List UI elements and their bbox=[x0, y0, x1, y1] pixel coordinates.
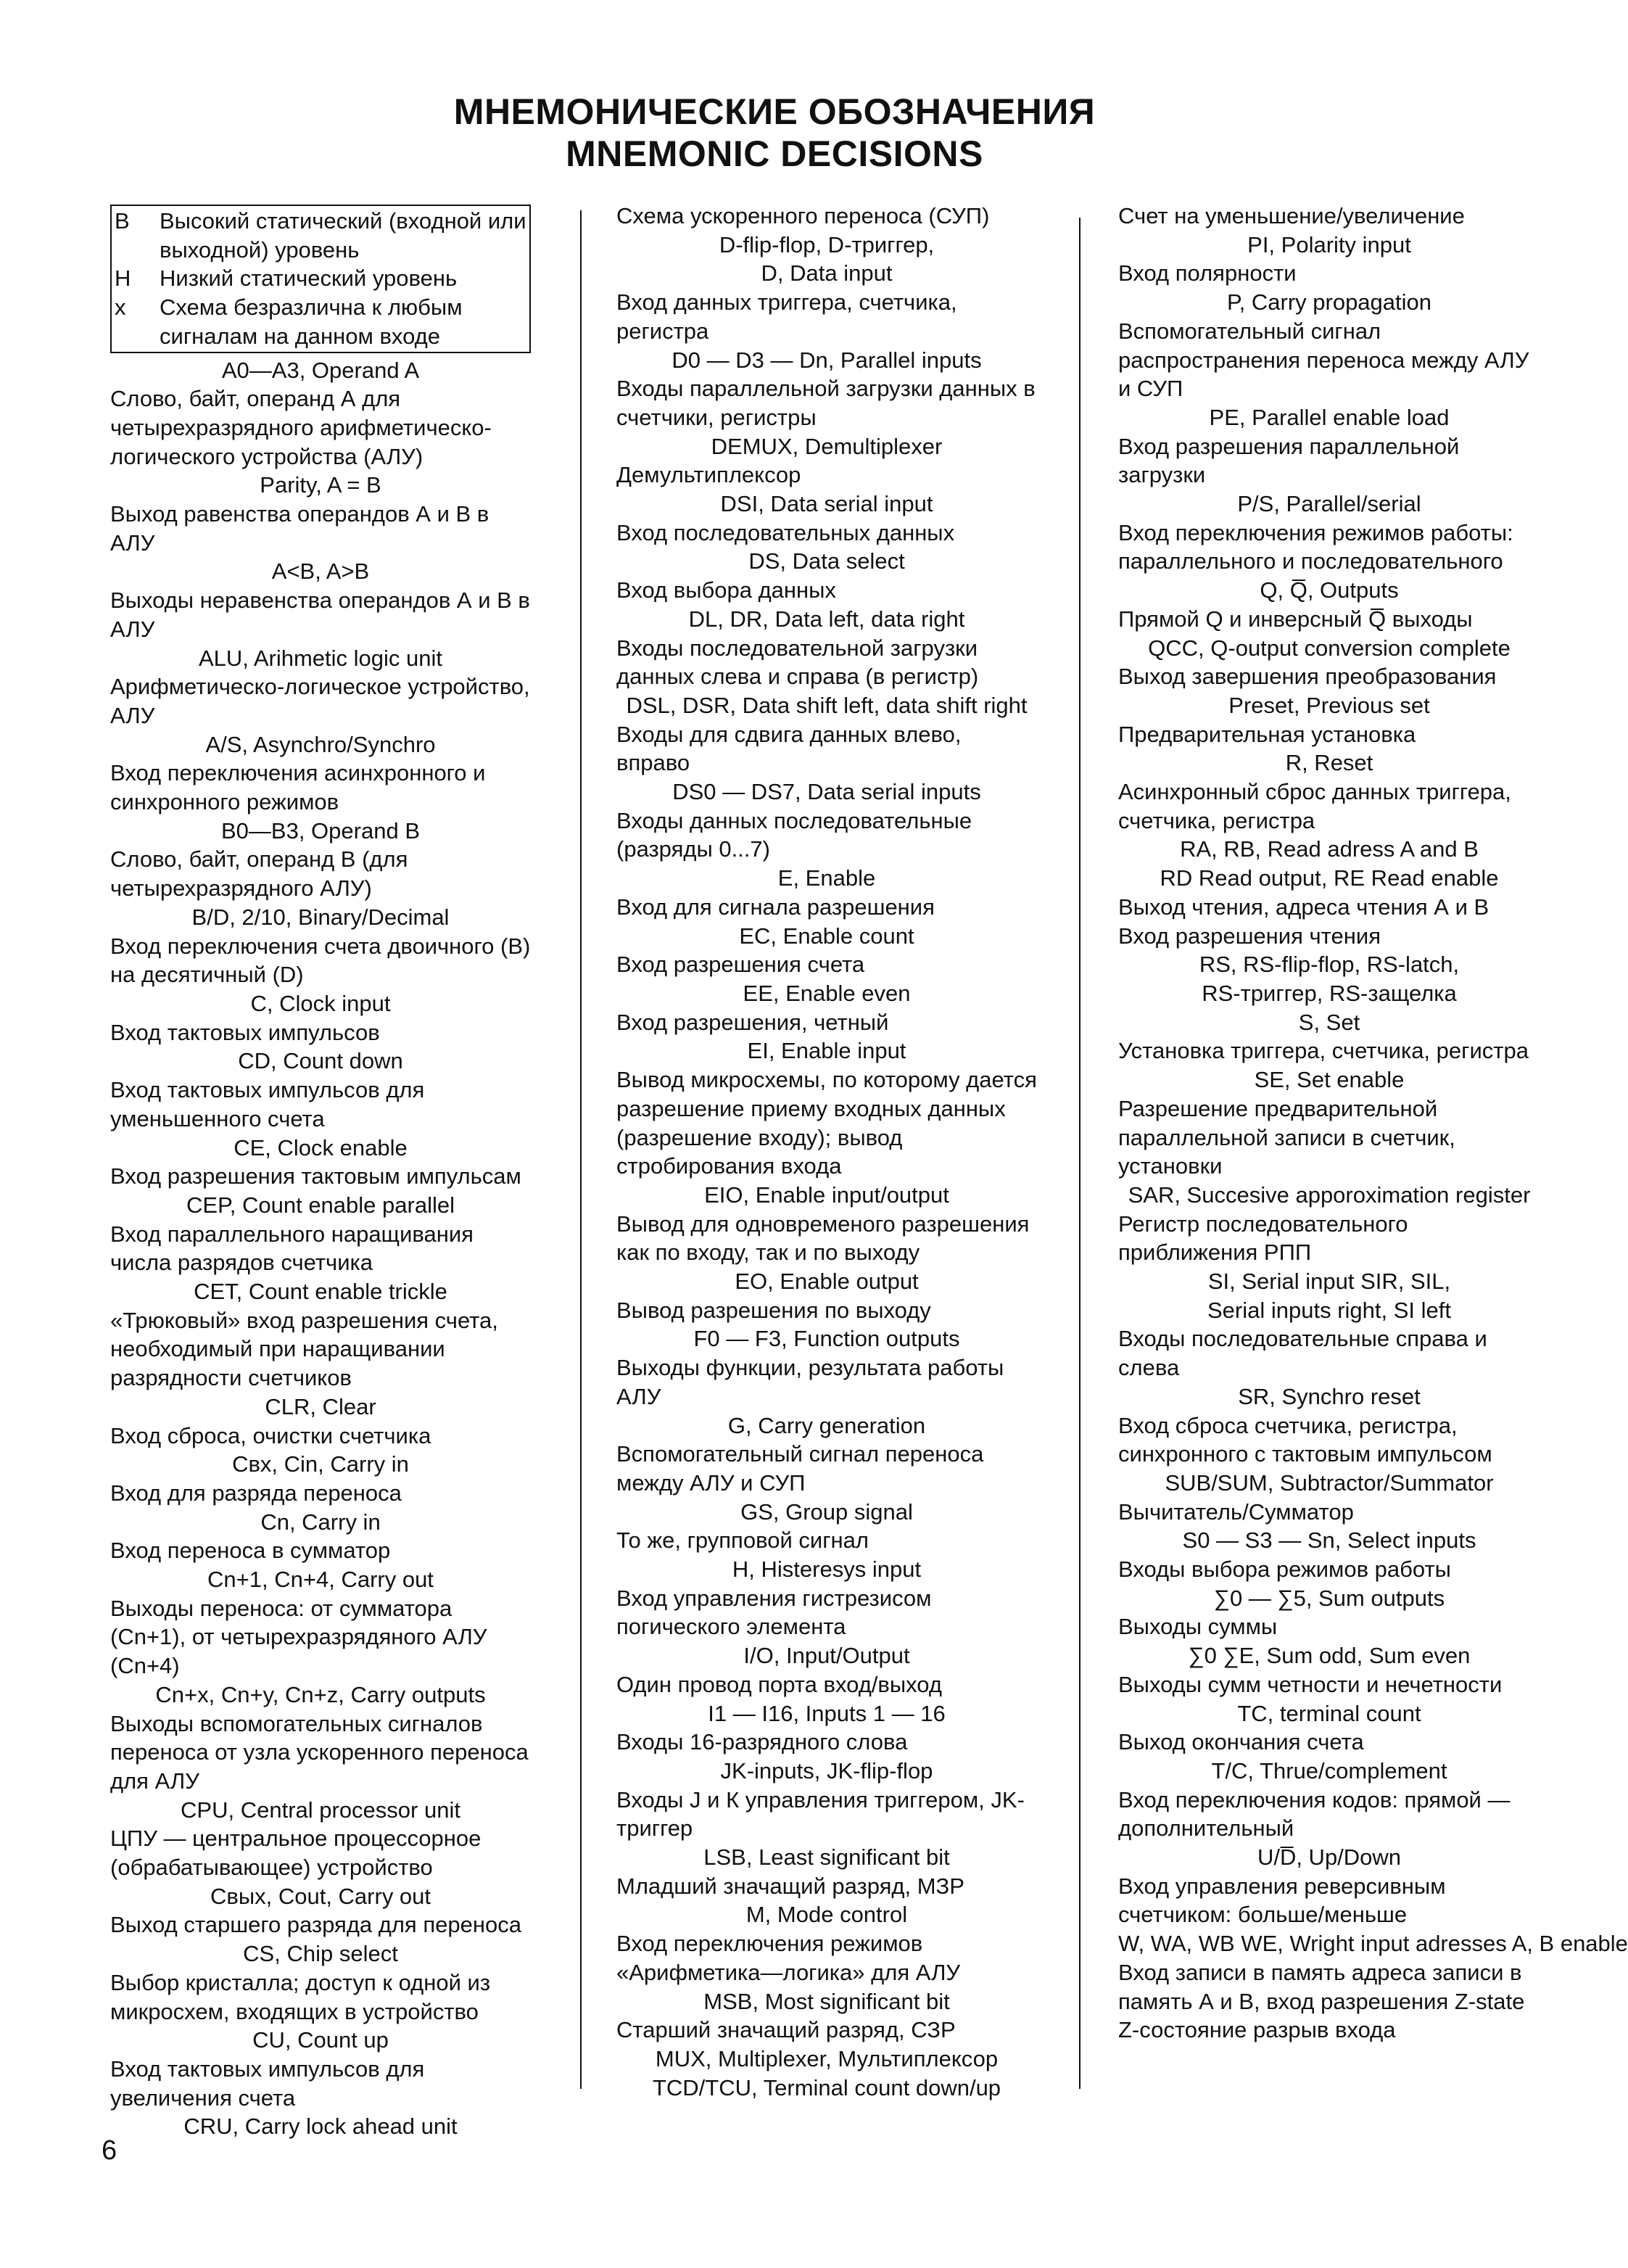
term-description: Вывод для одновременого разрешения как по входу, так и по выходу bbox=[616, 1211, 1030, 1266]
term-heading: EO, Enable output bbox=[735, 1269, 919, 1295]
term-description: Входы 16-разрядного слова bbox=[616, 1729, 908, 1755]
term-description: Вход разрешения счета bbox=[616, 952, 865, 978]
page-title-en: MNEMONIC DECISIONS bbox=[566, 133, 983, 174]
legend-row bbox=[112, 293, 529, 350]
term-heading: CD, Count down bbox=[238, 1048, 403, 1074]
term-heading: Cn, Carry in bbox=[260, 1509, 381, 1535]
term-heading: SUB/SUM, Subtractor/Summator bbox=[1165, 1469, 1494, 1496]
term-description: Вход выбора данных bbox=[616, 577, 836, 603]
term-heading: F0 — F3, Function outputs bbox=[693, 1326, 960, 1352]
term-description: Прямой Q и инверсный Q̅ выходы bbox=[1118, 606, 1473, 632]
term-heading: SI, Serial input SIR, SIL, bbox=[1207, 1269, 1451, 1295]
term-description: Вход сброса, очистки счетчика bbox=[110, 1422, 431, 1448]
term-description: Вход разрешения тактовым импульсам bbox=[110, 1163, 521, 1189]
term-heading: SE, Set enable bbox=[1254, 1067, 1405, 1093]
term-description: Выход завершения преобразования bbox=[1118, 664, 1497, 690]
term-description: Слово, байт, операнд А для четырехразрядного арифметическо-логического устройства (АЛУ) bbox=[110, 386, 492, 469]
term-description: Вспомогательный сигнал переноса между АЛУ и СУП bbox=[616, 1441, 984, 1496]
term-description: Выходы вспомогательных сигналов переноса от узла ускоренного переноса для АЛУ bbox=[110, 1710, 529, 1794]
term-heading: Parity, A = B bbox=[260, 472, 381, 498]
column-divider-2 bbox=[1079, 218, 1080, 2089]
term-heading: Q, Q̅, Outputs bbox=[1260, 577, 1399, 603]
term-heading: TCD/TCU, Terminal count down/up bbox=[652, 2074, 1001, 2100]
term-heading: Cn+x, Cn+y, Cn+z, Carry outputs bbox=[155, 1681, 486, 1707]
term-description: Вход сброса счетчика, регистра, синхронного с тактовым импульсом bbox=[1118, 1412, 1492, 1467]
term-description: Младший значащий разряд, МЗР bbox=[616, 1873, 964, 1899]
term-description: Входы для сдвига данных влево, вправо bbox=[616, 721, 962, 776]
term-heading: RD Read output, RE Read enable bbox=[1160, 865, 1499, 891]
term-description: Входы J и К управления триггером, JK-триггер bbox=[616, 1786, 1025, 1842]
term-heading: E, Enable bbox=[777, 865, 876, 891]
term-description: Счет на уменьшение/увеличение bbox=[1118, 203, 1465, 228]
term-description: Вход тактовых импульсов bbox=[110, 1019, 380, 1045]
term-heading: RS-триггер, RS-защелка bbox=[1202, 980, 1457, 1006]
term-heading: CEP, Count enable parallel bbox=[186, 1192, 455, 1218]
term-heading: Cвх, Cin, Carry in bbox=[232, 1451, 409, 1477]
term-heading: JK-inputs, JK-flip-flop bbox=[720, 1757, 933, 1784]
term-heading: ∑0 ∑E, Sum odd, Sum even bbox=[1188, 1643, 1471, 1669]
column-2 bbox=[616, 202, 1037, 2102]
term-heading: RA, RB, Read adress A and B bbox=[1180, 836, 1479, 862]
term-description: Вывод микросхемы, по которому дается разрешение приему входных данных (разрешение входу); вывод стробирования входа bbox=[616, 1067, 1037, 1179]
legend-key: В bbox=[115, 208, 130, 234]
term-heading: EIO, Enable input/output bbox=[704, 1182, 949, 1208]
term-heading: H, Histeresys input bbox=[732, 1556, 922, 1583]
column-divider-1 bbox=[580, 210, 582, 2089]
term-heading: GS, Group signal bbox=[740, 1498, 913, 1525]
term-heading: Serial inputs right, SI left bbox=[1207, 1297, 1451, 1323]
term-heading: D, Data input bbox=[761, 260, 893, 286]
term-heading: SR, Synchro reset bbox=[1238, 1383, 1421, 1409]
term-heading: T/C, Thrue/complement bbox=[1211, 1757, 1447, 1784]
term-heading: CU, Count up bbox=[252, 2027, 389, 2053]
term-description: Вход для разряда переноса bbox=[110, 1480, 402, 1506]
term-heading: P/S, Parallel/serial bbox=[1237, 491, 1421, 517]
term-description: Вход разрешения, четный bbox=[616, 1009, 889, 1035]
term-heading: QCC, Q-output conversion complete bbox=[1148, 635, 1511, 661]
term-description: Входы выбора режимов работы bbox=[1118, 1556, 1451, 1583]
term-description: Выходы суммы bbox=[1118, 1614, 1278, 1640]
term-heading: I1 — I16, Inputs 1 — 16 bbox=[708, 1700, 946, 1726]
term-description: Выходы переноса: от сумматора (Cn+1), от четырехразрядяного АЛУ (Cn+4) bbox=[110, 1595, 487, 1679]
term-heading: M, Mode control bbox=[745, 1902, 908, 1928]
term-heading: B/D, 2/10, Binary/Decimal bbox=[191, 904, 450, 930]
term-heading: CET, Count enable trickle bbox=[194, 1279, 447, 1305]
term-heading: DEMUX, Demultiplexer bbox=[711, 433, 943, 459]
term-description: Входы последовательные справа и слева bbox=[1118, 1326, 1487, 1381]
legend-key: х bbox=[115, 294, 126, 321]
term-heading: ALU, Arihmetic logic unit bbox=[199, 645, 442, 671]
term-description: Разрешение предварительной параллельной записи в счетчик, установки bbox=[1118, 1095, 1455, 1179]
term-description: ЦПУ — центральное процессорное (обрабатывающее) устройство bbox=[110, 1826, 482, 1881]
term-heading: MSB, Most significant bit bbox=[703, 1988, 950, 2014]
term-description: Асинхронный сброс данных триггера, счетчика, регистра bbox=[1118, 779, 1511, 833]
legend-row bbox=[112, 264, 529, 293]
term-heading: MUX, Multiplexer, Мультиплексор bbox=[655, 2046, 999, 2071]
term-description: Вывод разрешения по выходу bbox=[616, 1297, 931, 1323]
term-description: Вход переключения режимов «Арифметика—логика» для АЛУ bbox=[616, 1931, 961, 1985]
term-description: Слово, байт, операнд В (для четырехразрядного АЛУ) bbox=[110, 846, 408, 902]
term-description: Предварительная установка bbox=[1118, 721, 1416, 747]
term-heading: CPU, Central processor unit bbox=[181, 1797, 460, 1823]
term-heading: PI, Polarity input bbox=[1247, 231, 1411, 257]
term-description: Вход тактовых импульсов для уменьшенного счета bbox=[110, 1077, 425, 1131]
term-description: Выход равенства операндов А и В в АЛУ bbox=[110, 501, 489, 556]
term-description: Выходы неравенства операндов А и В в АЛУ bbox=[110, 587, 530, 642]
term-description: Входы последовательной загрузки данных слева и справа (в регистр) bbox=[616, 635, 979, 690]
legend-key: Н bbox=[115, 265, 131, 292]
term-heading: EE, Enable even bbox=[743, 980, 911, 1006]
term-heading: P, Carry propagation bbox=[1226, 289, 1432, 316]
term-description: Вход переключения кодов: прямой — дополнительный bbox=[1118, 1786, 1511, 1842]
term-heading: A0—A3, Operand A bbox=[221, 357, 420, 383]
page-number: 6 bbox=[102, 2135, 117, 2166]
term-heading: R, Reset bbox=[1285, 750, 1373, 776]
term-heading: I/O, Input/Output bbox=[743, 1643, 910, 1669]
term-heading: Cn+1, Cn+4, Carry out bbox=[207, 1567, 434, 1593]
legend-text: Схема безразлична к любым сигналам на данном входе bbox=[160, 294, 463, 349]
legend-text: Высокий статический (входной или выходной) уровень bbox=[160, 208, 526, 263]
term-description: Вход записи в память адреса записи в память А и В, вход разрешения Z-state Z-состояние разрыв входа bbox=[1118, 1959, 1525, 2043]
term-heading: CS, Chip select bbox=[243, 1941, 398, 1967]
term-description: Вход тактовых импульсов для увеличения счета bbox=[110, 2056, 425, 2111]
term-description: Один провод порта вход/выход bbox=[616, 1671, 942, 1697]
term-description: Вход параллельного наращивания числа разрядов счетчика bbox=[110, 1221, 474, 1276]
term-heading: RS, RS-flip-flop, RS-latch, bbox=[1199, 952, 1460, 978]
term-heading: CLR, Clear bbox=[265, 1393, 376, 1419]
term-heading: B0—B3, Operand B bbox=[221, 817, 420, 844]
term-heading: DL, DR, Data left, data right bbox=[688, 606, 965, 632]
term-description: Выбор кристалла; доступ к одной из микросхем, входящих в устройство bbox=[110, 1969, 491, 2024]
term-description: Выход окончания счета bbox=[1118, 1729, 1364, 1755]
term-heading: Preset, Previous set bbox=[1228, 692, 1430, 718]
term-heading: A/S, Asynchro/Synchro bbox=[205, 731, 436, 757]
term-description: Вход данных триггера, счетчика, регистра bbox=[616, 289, 957, 344]
term-heading: EC, Enable count bbox=[739, 923, 914, 949]
term-description: Вход переноса в сумматор bbox=[110, 1538, 391, 1564]
term-description: Вход управления гистрезисом погического элемента bbox=[616, 1585, 932, 1640]
term-description: Вход полярности bbox=[1118, 260, 1297, 286]
term-description: Установка триггера, счетчика, регистра bbox=[1118, 1038, 1529, 1064]
term-description: Выходы сумм четности и нечетности bbox=[1118, 1671, 1503, 1697]
term-description: Демультиплексор bbox=[616, 462, 801, 488]
page-title-ru: МНЕМОНИЧЕСКИЕ ОБОЗНАЧЕНИЯ bbox=[453, 91, 1096, 132]
term-heading: U/D̅, Up/Down bbox=[1257, 1844, 1402, 1871]
term-description: Входы данных последовательные (разряды 0...7) bbox=[616, 807, 972, 862]
term-description: Выходы функции, результата работы АЛУ bbox=[616, 1355, 1004, 1409]
term-description: «Трюковый» вход разрешения счета, необходимый при наращивании разрядности счетчиков bbox=[110, 1307, 498, 1391]
term-description: Вычитатель/Сумматор bbox=[1118, 1498, 1354, 1525]
term-heading: DS, Data select bbox=[748, 548, 905, 574]
term-heading: D0 — D3 — Dn, Parallel inputs bbox=[672, 347, 982, 373]
legend-text: Низкий статический уровень bbox=[160, 265, 458, 292]
term-heading: ∑0 — ∑5, Sum outputs bbox=[1213, 1585, 1445, 1611]
term-heading: PE, Parallel enable load bbox=[1209, 404, 1450, 430]
term-heading: W, WA, WB WE, Wright input adresses A, B enable bbox=[1118, 1931, 1628, 1957]
term-heading: LSB, Least significant bit bbox=[703, 1844, 950, 1871]
column-1 bbox=[110, 202, 531, 2141]
term-description: Вход разрешения параллельной загрузки bbox=[1118, 433, 1460, 488]
term-heading: CRU, Carry lock ahead unit bbox=[183, 2114, 458, 2140]
term-description: То же, групповой сигнал bbox=[616, 1527, 869, 1554]
term-description: Входы параллельной загрузки данных в счетчики, регистры bbox=[616, 376, 1036, 430]
term-description: Вход управления реверсивным счетчиком: больше/меньше bbox=[1118, 1873, 1446, 1928]
column-3 bbox=[1118, 202, 1628, 2045]
term-description: Вспомогательный сигнал распространения переноса между АЛУ и СУП bbox=[1118, 318, 1529, 402]
term-heading: EI, Enable input bbox=[747, 1038, 906, 1064]
term-description: Регистр последовательного приближения РПП bbox=[1118, 1211, 1408, 1266]
term-heading: S, Set bbox=[1298, 1009, 1360, 1035]
legend-row bbox=[112, 207, 529, 264]
term-description: Вход для сигнала разрешения bbox=[616, 894, 935, 920]
term-heading: G, Carry generation bbox=[727, 1412, 926, 1438]
legend-box bbox=[110, 205, 531, 353]
term-heading: Cвых, Cout, Carry out bbox=[210, 1883, 431, 1909]
term-description: Выход чтения, адреса чтения А и В Вход разрешения чтения bbox=[1118, 894, 1489, 949]
term-heading: SAR, Succesive apporoximation register bbox=[1128, 1182, 1531, 1208]
term-heading: CE, Clock enable bbox=[234, 1134, 408, 1160]
term-description: Вход переключения асинхронного и синхронного режимов bbox=[110, 760, 486, 815]
term-heading: D-flip-flop, D-триггер, bbox=[719, 231, 935, 257]
term-heading: TC, terminal count bbox=[1237, 1700, 1421, 1726]
term-description: Старший значащий разряд, СЗР bbox=[616, 2017, 956, 2043]
term-description: Вход последовательных данных bbox=[616, 519, 955, 545]
term-heading: DS0 — DS7, Data serial inputs bbox=[672, 779, 981, 805]
term-description: Вход переключения режимов работы: параллельного и последовательного bbox=[1118, 519, 1513, 574]
term-heading: S0 — S3 — Sn, Select inputs bbox=[1182, 1527, 1476, 1554]
term-description: Арифметическо-логическое устройство, АЛУ bbox=[110, 674, 530, 728]
term-description: Выход старшего разряда для переноса bbox=[110, 1912, 521, 1938]
term-description: Схема ускоренного переноса (СУП) bbox=[616, 203, 990, 228]
term-heading: A<B, A>B bbox=[271, 558, 370, 585]
term-heading: C, Clock input bbox=[250, 990, 391, 1016]
term-description: Вход переключения счета двоичного (В) на десятичный (D) bbox=[110, 933, 531, 988]
term-heading: DSI, Data serial input bbox=[720, 491, 933, 517]
term-heading: DSL, DSR, Data shift left, data shift right bbox=[626, 692, 1028, 718]
